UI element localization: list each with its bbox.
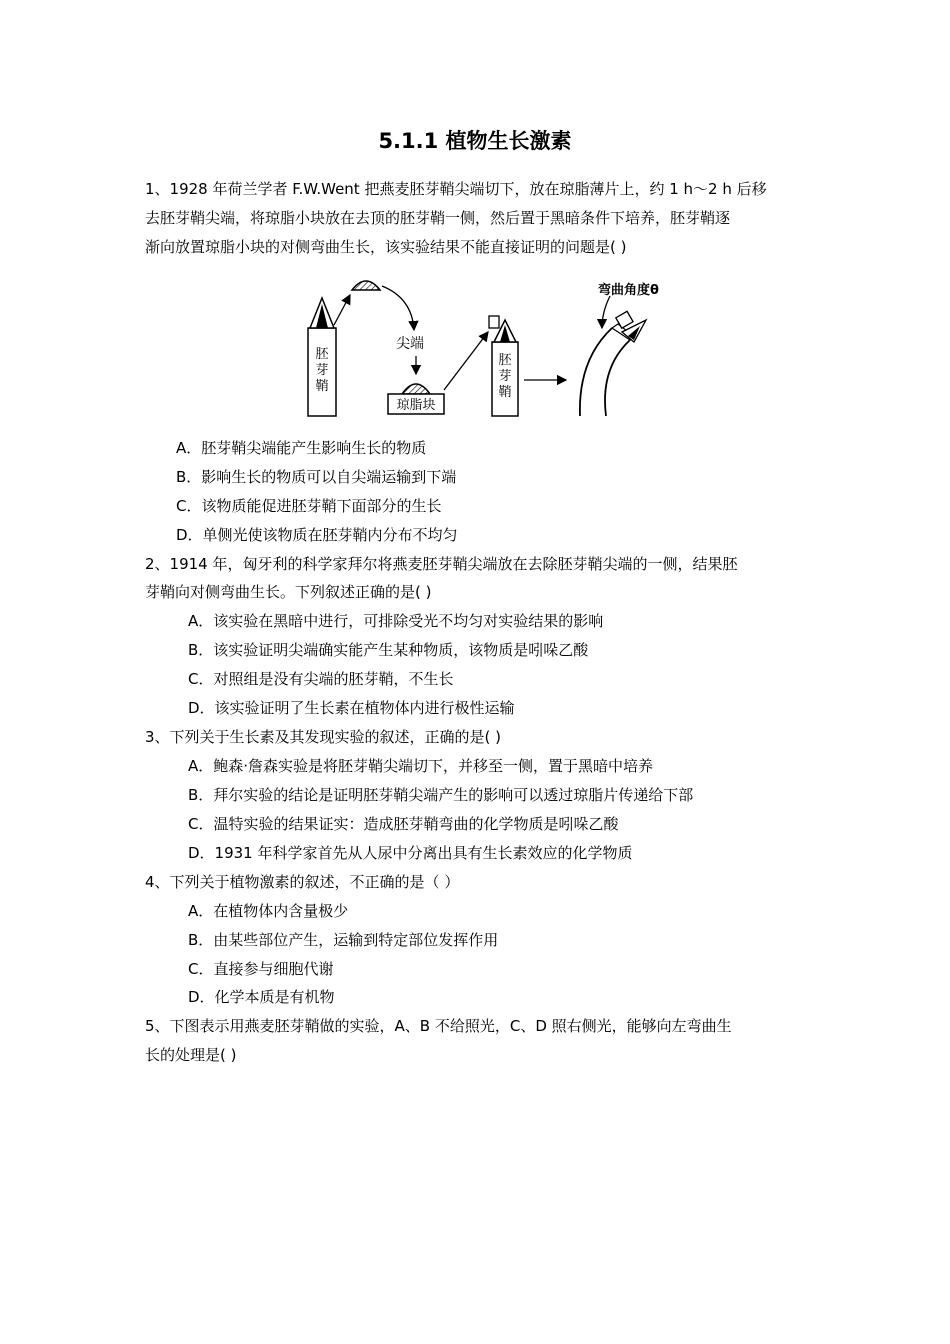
coleoptile-with-tip — [308, 298, 336, 416]
q4-option-c: C．直接参与细胞代谢 — [188, 960, 334, 978]
arrow-to-cut-tip — [334, 295, 350, 325]
tip-label: 尖端 — [396, 336, 424, 352]
bent-coleoptile — [580, 311, 646, 416]
q3-option-a: A．鲍森·詹森实验是将胚芽鞘尖端切下，并移至一侧，置于黑暗中培养 — [188, 757, 654, 775]
q1-option-c: C．该物质能促进胚芽鞘下面部分的生长 — [176, 497, 442, 515]
decapitated-coleoptile — [489, 316, 518, 416]
coleoptile-1-char-2: 芽 — [315, 363, 329, 378]
went-experiment-figure — [300, 270, 710, 425]
angle-label: 弯曲角度θ — [598, 283, 659, 298]
coleoptile-2-char-1: 胚 — [498, 353, 512, 368]
q2-option-a: A．该实验在黑暗中进行，可排除受光不均匀对实验结果的影响 — [188, 612, 604, 630]
q4-line-1: 4、下列关于植物激素的叙述，不正确的是（ ） — [145, 873, 460, 891]
q4-option-a: A．在植物体内含量极少 — [188, 902, 349, 920]
tip-on-agar — [402, 384, 430, 394]
q5-line-1: 5、下图表示用燕麦胚芽鞘做的实验，A、B 不给照光，C、D 照右侧光，能够向左弯曲生 — [145, 1017, 732, 1035]
coleoptile-2-char-3: 鞘 — [498, 385, 512, 400]
agar-label: 琼脂块 — [396, 398, 436, 413]
q2-line-2: 芽鞘向对侧弯曲生长。下列叙述正确的是( ) — [145, 583, 432, 601]
angle-pointer-arrow — [602, 296, 610, 328]
coleoptile-2-char-2: 芽 — [498, 369, 512, 384]
q2-option-d: D．该实验证明了生长素在植物体内进行极性运输 — [188, 699, 515, 717]
q2-line-1: 2、1914 年，匈牙利的科学家拜尔将燕麦胚芽鞘尖端放在去除胚芽鞘尖端的一侧，结果胚 — [145, 555, 738, 573]
q4-option-d: D．化学本质是有机物 — [188, 988, 335, 1006]
q2-option-b: B．该实验证明尖端确实能产生某种物质，该物质是吲哚乙酸 — [188, 641, 589, 659]
page-title: 5.1.1 植物生长激素 — [378, 129, 572, 153]
arrow-to-coleoptile-2 — [444, 332, 488, 390]
q1-option-d: D．单侧光使该物质在胚芽鞘内分布不均匀 — [176, 526, 458, 544]
curved-arrow — [382, 286, 414, 330]
q5-line-2: 长的处理是( ) — [145, 1046, 237, 1064]
q1-option-b: B．影响生长的物质可以自尖端运输到下端 — [176, 468, 457, 486]
q3-line-1: 3、下列关于生长素及其发现实验的叙述，正确的是( ) — [145, 728, 502, 746]
q3-option-b: B．拜尔实验的结论是证明胚芽鞘尖端产生的影响可以透过琼脂片传递给下部 — [188, 786, 694, 804]
coleoptile-1-char-1: 胚 — [315, 347, 329, 362]
q3-option-c: C．温特实验的结果证实：造成胚芽鞘弯曲的化学物质是吲哚乙酸 — [188, 815, 619, 833]
q3-option-d: D．1931 年科学家首先从人尿中分离出具有生长素效应的化学物质 — [188, 844, 633, 862]
cut-tip — [352, 281, 380, 290]
q1-line-1: 1、1928 年荷兰学者 F.W.Went 把燕麦胚芽鞘尖端切下，放在琼脂薄片上，约 1 h～2 h 后移 — [145, 180, 767, 198]
q1-line-2: 去胚芽鞘尖端，将琼脂小块放在去顶的胚芽鞘一侧，然后置于黑暗条件下培养，胚芽鞘逐 — [145, 209, 731, 227]
q1-line-3: 渐向放置琼脂小块的对侧弯曲生长，该实验结果不能直接证明的问题是( ) — [145, 238, 627, 256]
q4-option-b: B．由某些部位产生，运输到特定部位发挥作用 — [188, 931, 499, 949]
q2-option-c: C．对照组是没有尖端的胚芽鞘，不生长 — [188, 670, 454, 688]
coleoptile-1-char-3: 鞘 — [315, 379, 329, 394]
q1-option-a: A．胚芽鞘尖端能产生影响生长的物质 — [176, 439, 427, 457]
